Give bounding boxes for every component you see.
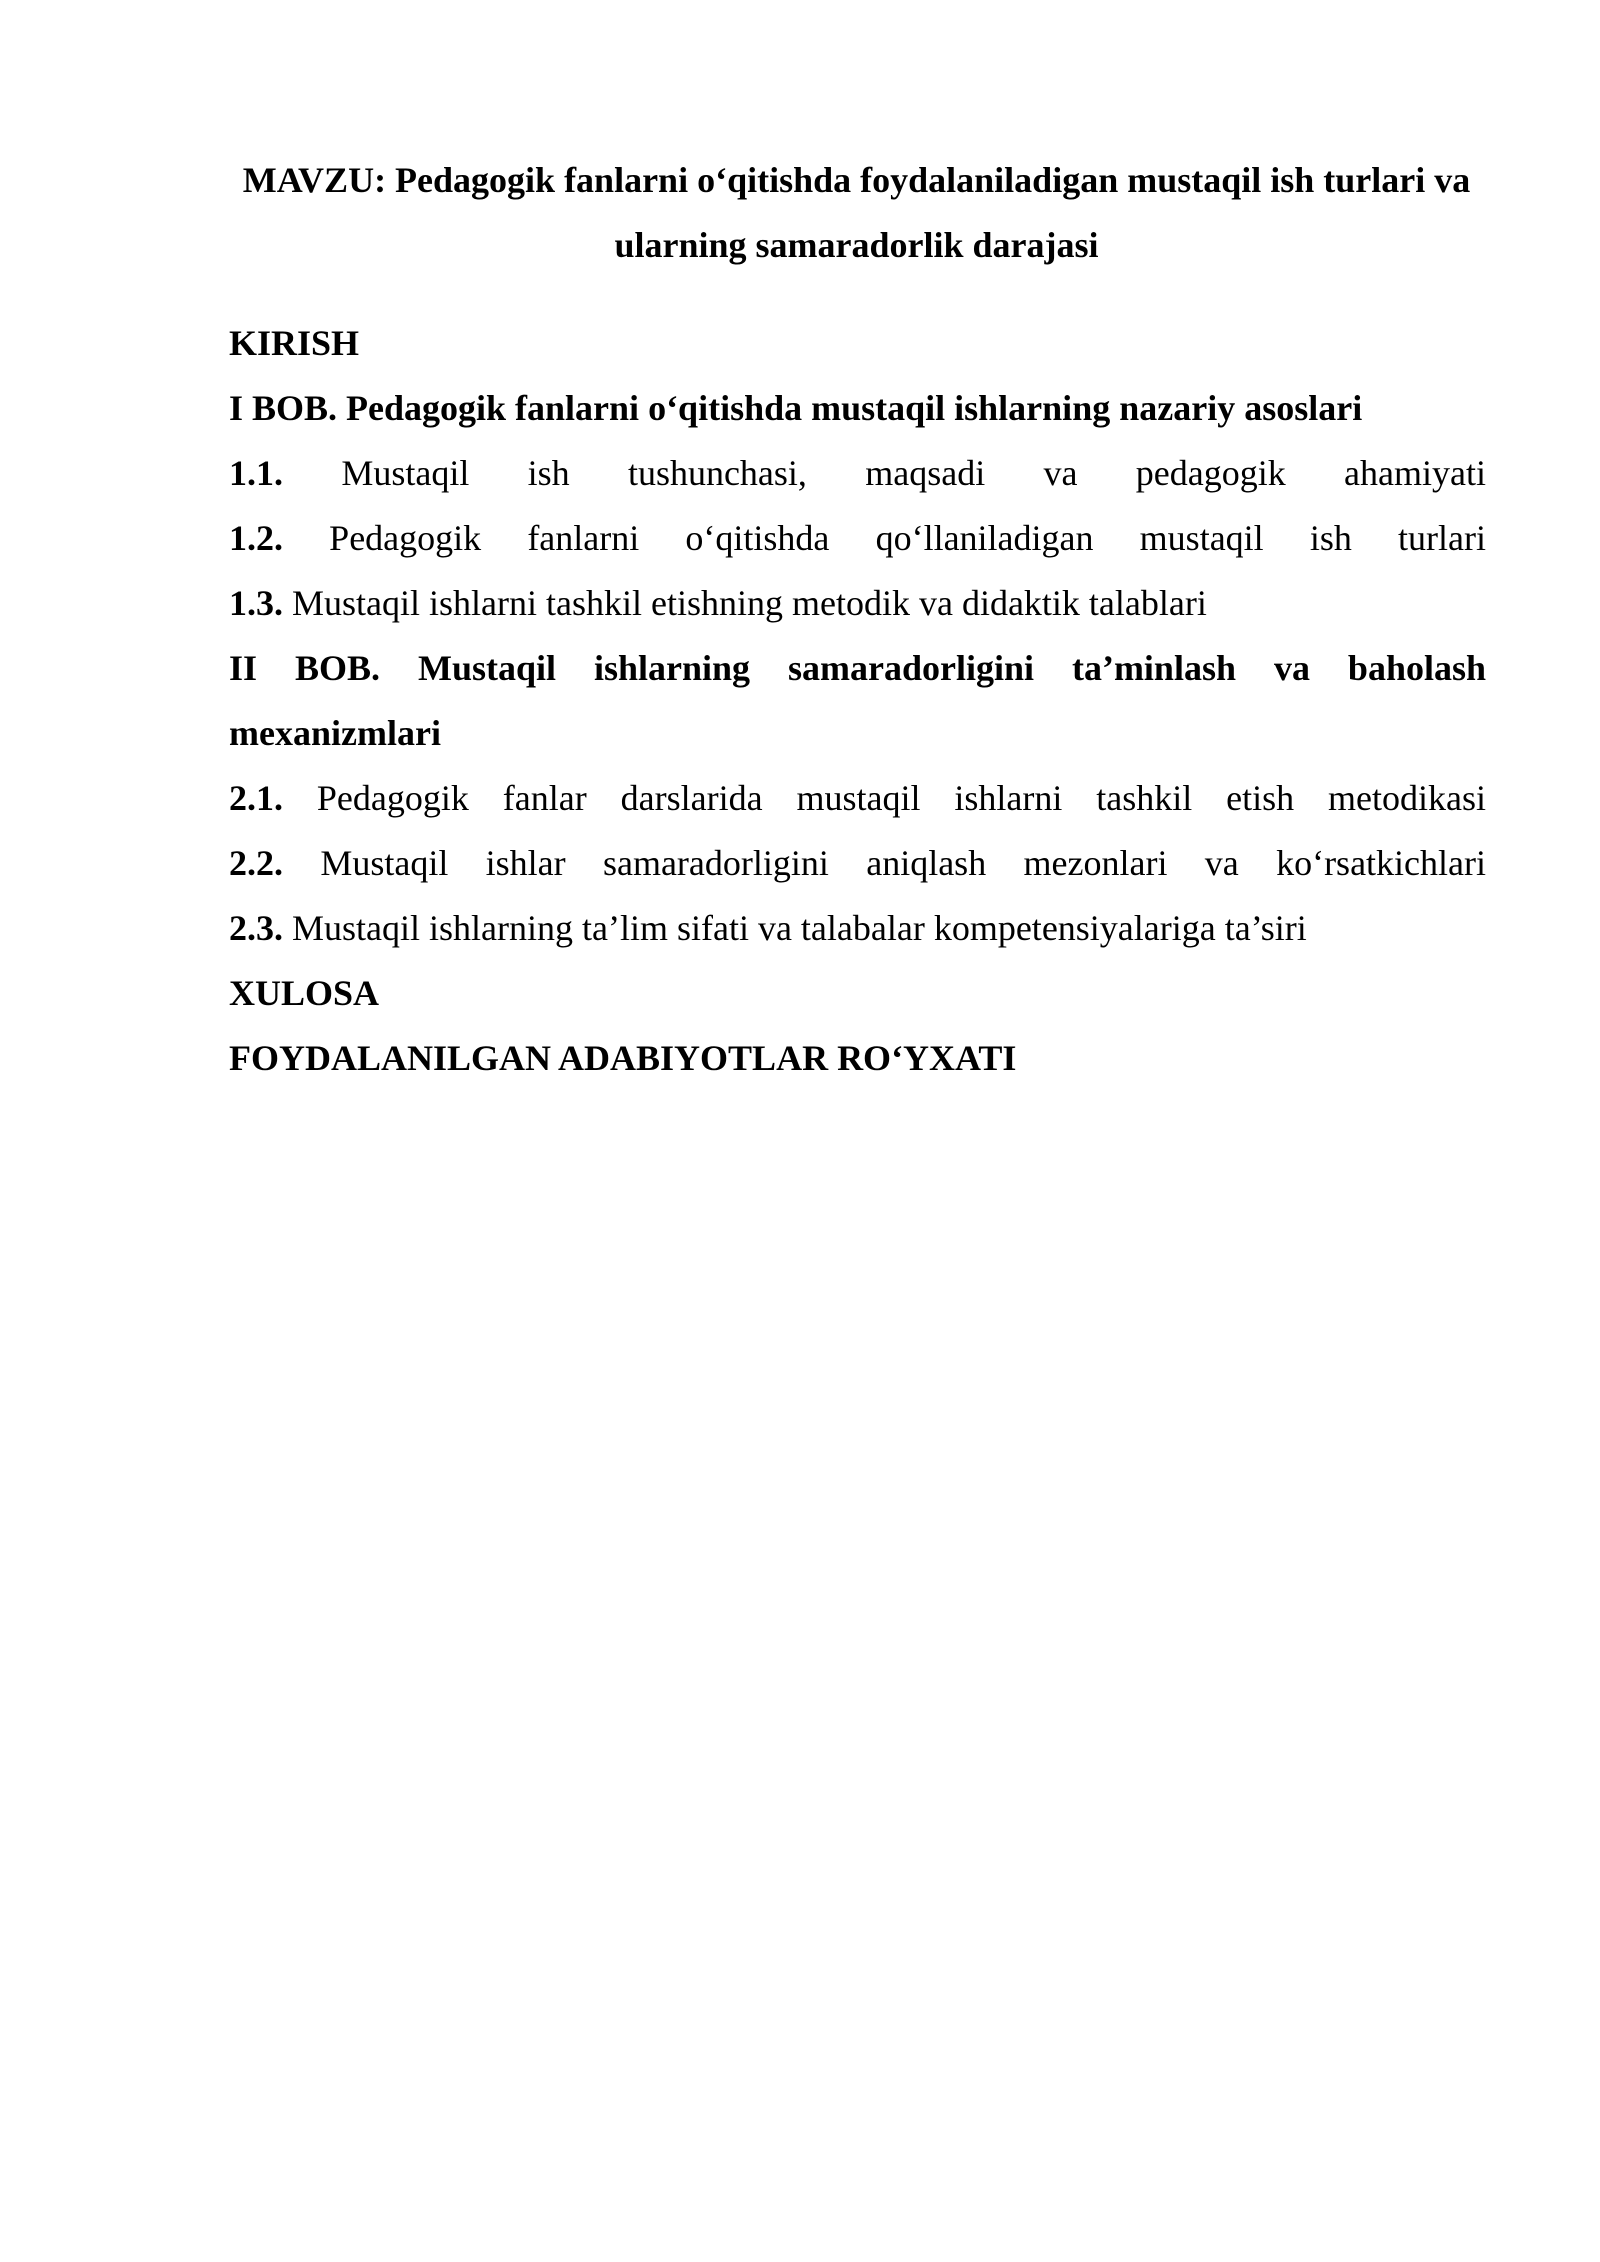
toc-chapter-1: I BOB. Pedagogik fanlarni o‘qitishda mustaqil ishlarning nazariy asoslari [229,388,1363,428]
section-number: 2.1. [229,778,283,818]
section-number: 2.3. [229,908,283,948]
section-number: 1.1. [229,453,283,493]
toc-section-1-1 [229,441,1486,506]
toc-references: FOYDALANILGAN ADABIYOTLAR RO‘YXATI [229,1038,1017,1078]
section-title: Mustaqil ish tushunchasi, maqsadi va pedagogik ahamiyati [341,453,1486,493]
section-number: 1.3. [229,583,283,623]
toc-introduction: KIRISH [229,323,360,363]
toc-section-1-3 [229,571,1486,636]
document-title: MAVZU: Pedagogik fanlarni o‘qitishda foydalaniladigan mustaqil ish turlari va ularning samaradorlik darajasi [242,160,1471,265]
toc-section-2-1 [229,766,1486,831]
toc-conclusion: XULOSA [229,973,380,1013]
toc-section-2-2 [229,831,1486,896]
section-number: 1.2. [229,518,283,558]
section-title: Pedagogik fanlar darslarida mustaqil ishlarni tashkil etish metodikasi [316,778,1487,818]
toc-section-1-2 [229,506,1486,571]
section-number: 2.2. [229,843,283,883]
section-title: Pedagogik fanlarni o‘qitishda qo‘llaniladigan mustaqil ish turlari [329,518,1486,558]
toc-section-2-3 [229,896,1486,961]
toc-chapter-2: II BOB. Mustaqil ishlarning samaradorligini ta’minlash va baholash mexanizmlari [229,648,1486,753]
section-title: Mustaqil ishlar samaradorligini aniqlash mezonlari va ko‘rsatkichlari [320,843,1486,883]
section-title: Mustaqil ishlarning ta’lim sifati va talabalar kompetensiyalariga ta’siri [292,908,1307,948]
table-of-contents [229,311,1486,1091]
section-title: Mustaqil ishlarni tashkil etishning metodik va didaktik talablari [292,583,1207,623]
